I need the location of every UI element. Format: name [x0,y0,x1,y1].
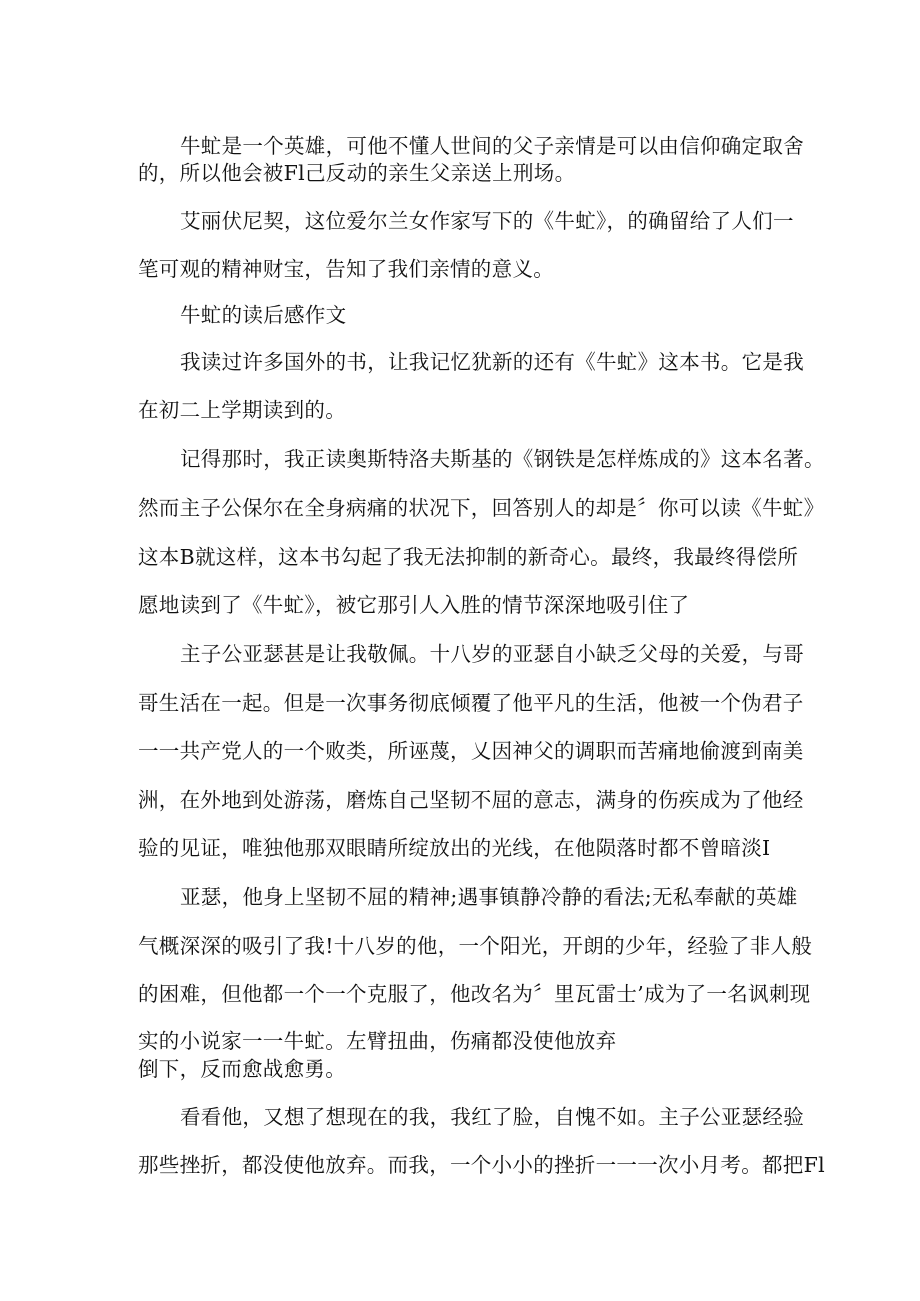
text-line: 倒下，反而愈战愈勇。 [138,1057,346,1081]
text-line: 哥生活在一起。但是一次事务彻底倾覆了他平凡的生活，他被一个伪君子 [138,691,804,715]
text-line: 看看他，又想了想现在的我，我红了脸，自愧不如。主子公亚瑟经验 [180,1105,804,1129]
text-line: 那些挫折，都没使他放弃。而我，一个小小的挫折一一一次小月考。都把Fl [138,1153,825,1177]
text-line: 然而主子公保尔在全身病痛的状况下，回答别人的却是〞你可以读《牛虻》 [138,496,825,520]
text-line: 一一共产党人的一个败类，所诬蔑，乂因神父的调职而苦痛地偷渡到南美 [138,739,804,763]
text-line: 记得那时，我正读奥斯特洛夫斯基的《钢铁是怎样炼成的》这本名著。 [180,447,825,471]
text-line: 气概深深的吸引了我!十八岁的他，一个阳光，开朗的少年，经验了非人般 [138,934,813,958]
text-line: 艾丽伏尼契，这位爱尔兰女作家写下的《牛虻》，的确留给了人们一 [180,209,794,233]
text-line: 笔可观的精神财宝，告知了我们亲情的意义。 [138,257,554,281]
text-line: 洲，在外地到处游荡，磨炼自己坚韧不屈的意志，满身的伤疾成为了他经 [138,788,804,812]
text-line: 实的小说家一一牛虻。左臂扭曲，伤痛都没使他放弃 [138,1029,617,1053]
text-line: 这本B就这样，这本书勾起了我无法抑制的新奇心。最终，我最终得偿所 [138,545,799,569]
text-line: 牛虻是一个英雄，可他不懂人世间的父子亲情是可以由信仰确定取舍 [180,134,804,158]
text-line: 愿地读到了《牛虻》，被它那引人入胜的情节深深地吸引住了 [138,593,690,617]
text-line: 主子公亚瑟甚是让我敬佩。十八岁的亚瑟自小缺乏父母的关爱，与哥 [180,642,804,666]
text-line: 的，所以他会被Fl己反动的亲生父亲送上刑场。 [138,161,576,185]
section-heading: 牛虻的读后感作文 [180,303,347,327]
text-line: 的困难，但他都一个一个克服了，他改名为〞里瓦雷士’成为了一名讽刺现 [138,982,811,1006]
text-line: 我读过许多国外的书，让我记忆犹新的还有《牛虻》这本书。它是我 [180,350,804,374]
text-line: 验的见证，唯独他那双眼睛所绽放出的光线，在他陨落时都不曾暗淡I [138,836,771,860]
text-line: 亚瑟，他身上坚韧不屈的精神;遇事镇静冷静的看法;无私奉献的英雄 [180,885,798,909]
text-line: 在初二上学期读到的。 [138,398,346,422]
